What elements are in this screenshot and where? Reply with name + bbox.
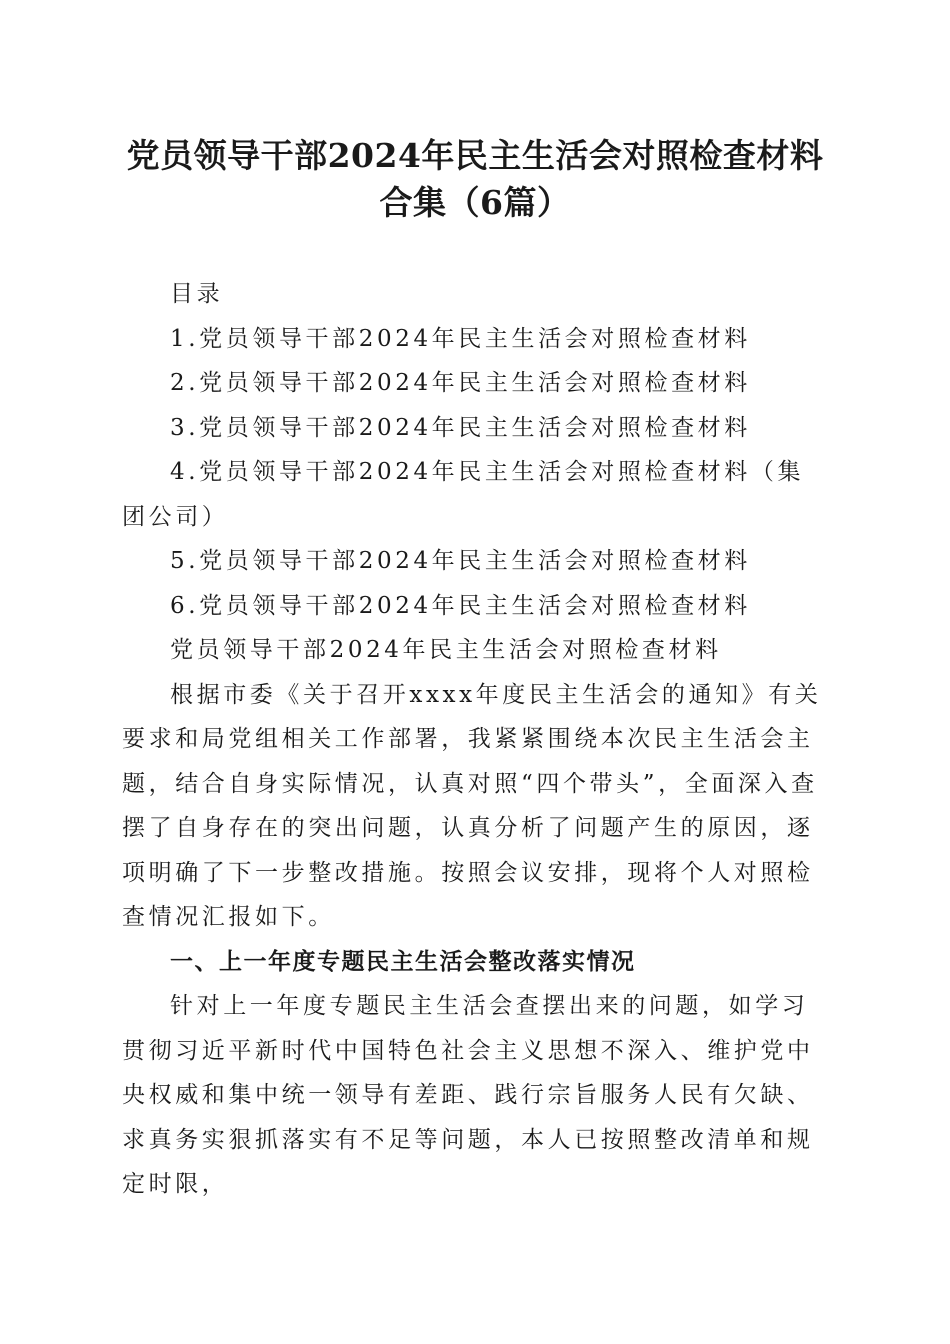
toc-item-1: 1.党员领导干部2024年民主生活会对照检查材料: [170, 325, 751, 352]
toc-heading: 目录: [170, 281, 224, 307]
document-title: 党员领导干部2024年民主生活会对照检查材料合集（6篇）: [126, 136, 824, 222]
toc-item-6: 6.党员领导干部2024年民主生活会对照检查材料: [170, 592, 751, 619]
intro-paragraph: 根据市委《关于召开xxxx年度民主生活会的通知》有关要求和局党组相关工作部署，我紧紧围绕本次民主生活会主题，结合自身实际情况，认真对照“四个带头”，全面深入查摆了自身存在的突出问题，认真分析了问题产生的原因，逐项明确了下一步整改措施。按照会议安排，现将个人对照检查情况汇报如下。: [122, 681, 822, 930]
toc-item-5: 5.党员领导干部2024年民主生活会对照检查材料: [170, 548, 751, 574]
section-heading-1: 一、上一年度专题民主生活会整改落实情况: [170, 948, 636, 975]
toc-item-4: 4.党员领导干部2024年民主生活会对照检查材料（集团公司）: [122, 459, 805, 530]
article-title: 党员领导干部2024年民主生活会对照检查材料: [170, 637, 722, 663]
toc-item-3: 3.党员领导干部2024年民主生活会对照检查材料: [170, 414, 751, 441]
section-paragraph-1: 针对上一年度专题民主生活会查摆出来的问题，如学习贯彻习近平新时代中国特色社会主义思想不深入、维护党中央权威和集中统一领导有差距、践行宗旨服务人民有欠缺、求真务实狠抓落实有不足等问题，本人已按照整改清单和规定时限，: [122, 993, 814, 1197]
toc-item-2: 2.党员领导干部2024年民主生活会对照检查材料: [170, 370, 751, 396]
document-body: [122, 272, 826, 1207]
